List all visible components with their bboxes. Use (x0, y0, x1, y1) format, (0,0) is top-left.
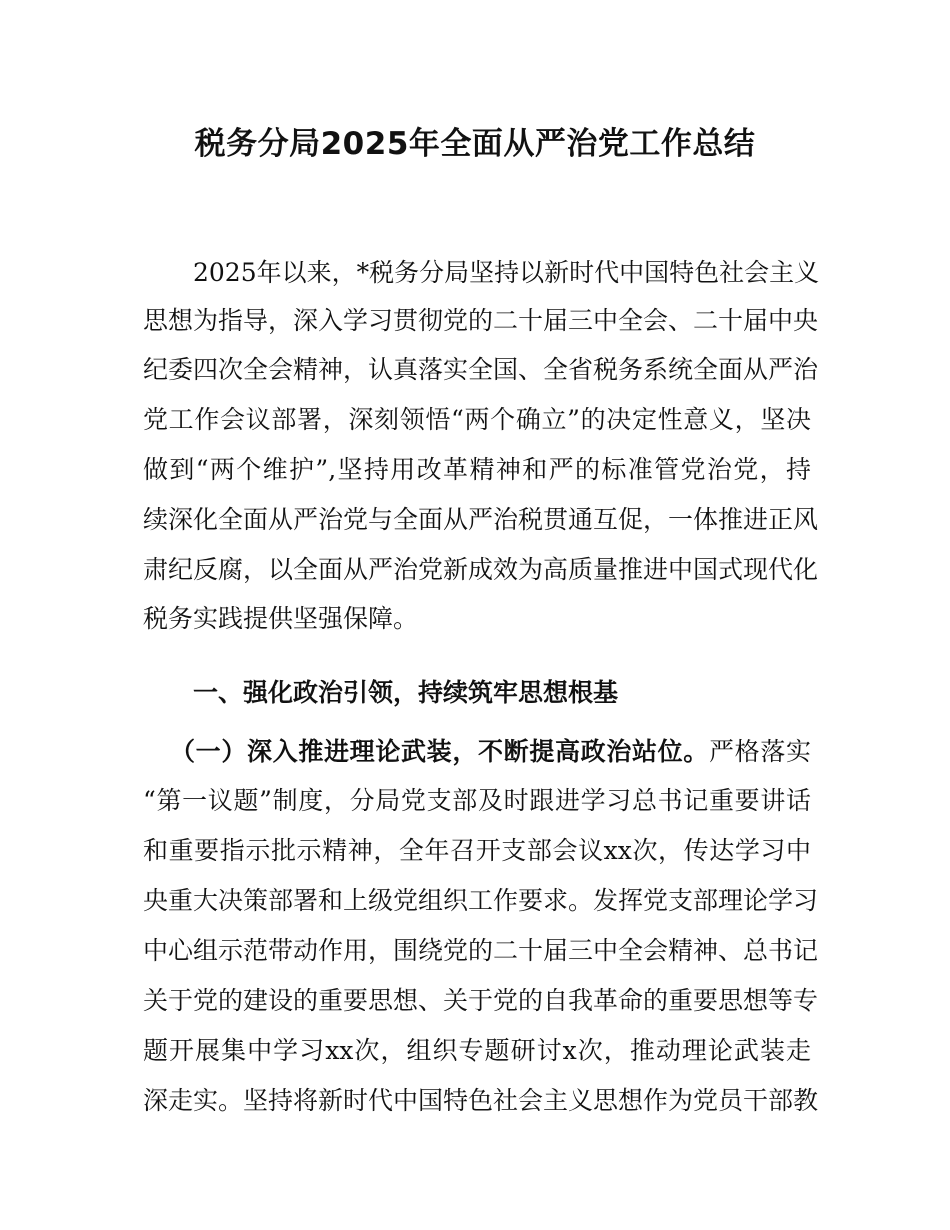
paragraph-line: 央重大决策部署和上级党组织工作要求。发挥党支部理论学习 (143, 886, 819, 915)
paragraph-line: 税务实践提供坚强保障。 (143, 604, 419, 633)
subsection-text: 严格落实 (708, 737, 811, 766)
paragraph-line: 关于党的建设的重要思想、关于党的自我革命的重要思想等专 (143, 986, 819, 1015)
paragraph-line: 思想为指导，深入学习贯彻党的二十届三中全会、二十届中央 (143, 306, 819, 335)
paragraph-line: 肃纪反腐，以全面从严治党新成效为高质量推进中国式现代化 (143, 555, 819, 584)
paragraph-line: 深走实。坚持将新时代中国特色社会主义思想作为党员干部教 (143, 1086, 819, 1115)
paragraph-line: 续深化全面从严治党与全面从严治税贯通互促，一体推进正风 (143, 505, 819, 534)
paragraph-line: 党工作会议部署，深刻领悟“两个确立”的决定性意义，坚决 (143, 405, 811, 434)
paragraph-line: “第一议题”制度，分局党支部及时跟进学习总书记重要讲话 (143, 786, 811, 815)
paragraph-line: 题开展集中学习xx次，组织专题研讨x次，推动理论武装走 (143, 1036, 811, 1065)
paragraph-line: 中心组示范带动作用，围绕党的二十届三中全会精神、总书记 (143, 936, 819, 965)
paragraph-line: 纪委四次全会精神，认真落实全国、全省税务系统全面从严治 (143, 355, 819, 384)
subsection-heading: （一）深入推进理论武装，不断提高政治站位。 (170, 737, 709, 766)
paragraph-line: 2025年以来，*税务分局坚持以新时代中国特色社会主义 (193, 258, 820, 287)
section-heading: 一、强化政治引领，持续筑牢思想根基 (193, 678, 619, 707)
paragraph-line: 做到“两个维护”,坚持用改革精神和严的标准管党治党，持 (143, 455, 811, 484)
subsection-first-line (170, 737, 811, 767)
document-title: 税务分局2025年全面从严治党工作总结 (194, 126, 756, 162)
paragraph-line: 和重要指示批示精神，全年召开支部会议xx次，传达学习中 (143, 836, 811, 865)
